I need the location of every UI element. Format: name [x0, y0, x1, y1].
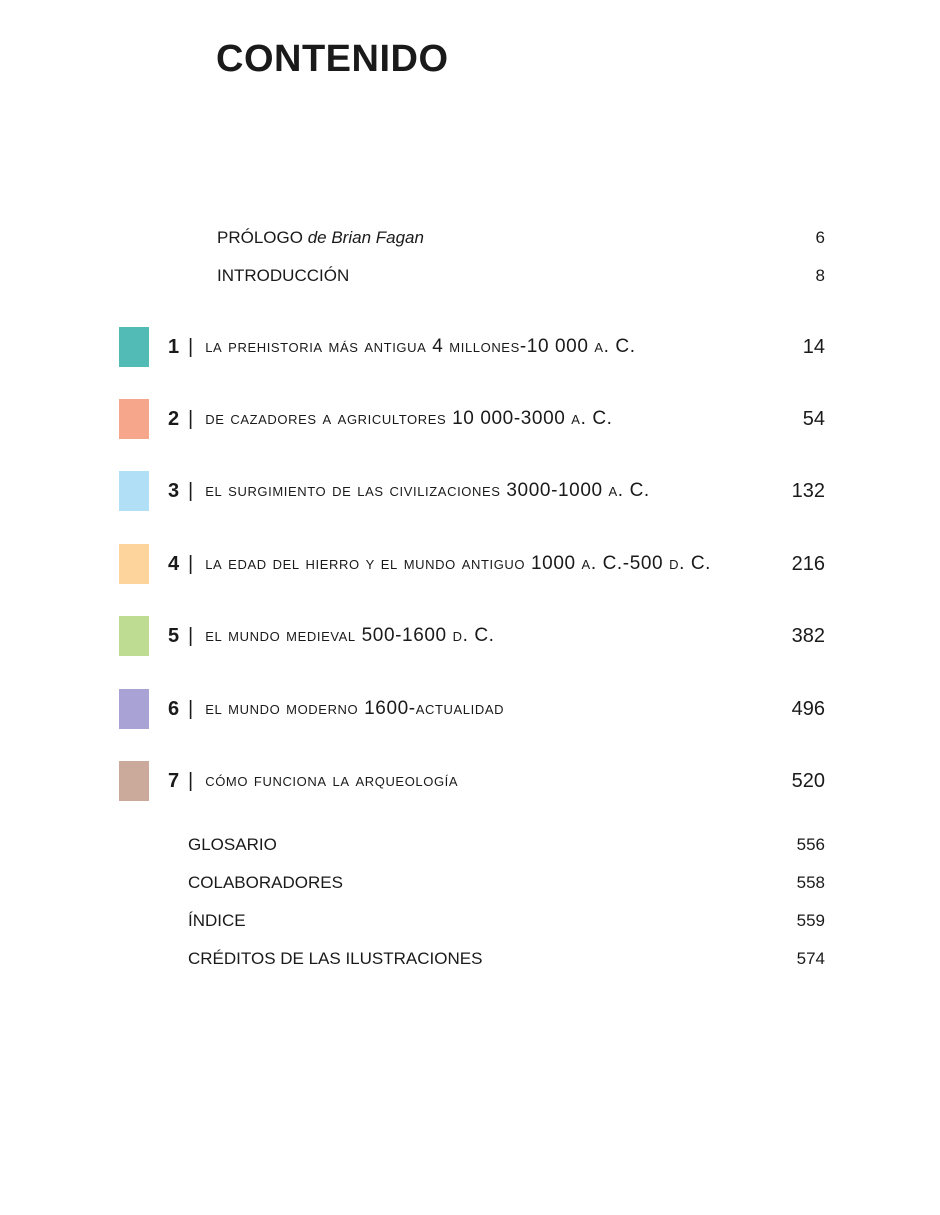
chapter-separator: | — [188, 624, 194, 647]
toc-entry-label: COLABORADORES — [188, 873, 343, 892]
toc-entry-creditos[interactable] — [188, 949, 825, 969]
chapter-page: 14 — [802, 335, 825, 358]
chapter-separator: | — [188, 335, 194, 358]
toc-entry-page: 8 — [815, 266, 825, 285]
chapter-number: 1 — [168, 335, 180, 358]
toc-chapter-4[interactable] — [119, 544, 825, 584]
toc-entry-page: 556 — [796, 835, 825, 854]
chapter-number: 7 — [168, 769, 180, 792]
toc-entry-page: 558 — [796, 873, 825, 892]
toc-chapter-7[interactable] — [119, 761, 825, 801]
chapter-title: el mundo medieval 500-1600 d. C. — [205, 625, 495, 646]
chapter-color-swatch — [119, 761, 149, 801]
chapter-page: 216 — [791, 552, 825, 575]
toc-entry-page: 559 — [796, 911, 825, 930]
chapter-page: 496 — [791, 697, 825, 720]
chapter-title: la prehistoria más antigua 4 millones-10 000 a. C. — [205, 336, 636, 357]
chapter-number: 5 — [168, 624, 180, 647]
toc-entry-label: CRÉDITOS DE LAS ILUSTRACIONES — [188, 949, 483, 968]
chapter-color-swatch — [119, 689, 149, 729]
chapter-color-swatch — [119, 616, 149, 656]
toc-entry-label-text: PRÓLOGO — [217, 228, 303, 247]
toc-entry-author: de Brian Fagan — [307, 228, 424, 247]
chapter-page: 132 — [791, 479, 825, 502]
chapter-title: de cazadores a agricultores 10 000-3000 a. C. — [205, 408, 613, 429]
page-title: CONTENIDO — [216, 38, 449, 80]
toc-entry-label: INTRODUCCIÓN — [217, 266, 350, 285]
chapter-title: el surgimiento de las civilizaciones 3000-1000 a. C. — [205, 480, 650, 501]
toc-entry-indice[interactable] — [188, 911, 825, 931]
toc-entry-introduccion[interactable] — [217, 266, 825, 286]
toc-chapter-3[interactable] — [119, 471, 825, 511]
chapter-color-swatch — [119, 544, 149, 584]
toc-chapter-6[interactable] — [119, 689, 825, 729]
toc-chapter-5[interactable] — [119, 616, 825, 656]
chapter-color-swatch — [119, 471, 149, 511]
chapter-separator: | — [188, 769, 194, 792]
toc-entry-glosario[interactable] — [188, 835, 825, 855]
chapter-separator: | — [188, 407, 194, 430]
chapter-page: 382 — [791, 624, 825, 647]
chapter-color-swatch — [119, 399, 149, 439]
chapter-number: 4 — [168, 552, 180, 575]
toc-entry-label: ÍNDICE — [188, 911, 246, 930]
chapter-page: 520 — [791, 769, 825, 792]
toc-chapter-2[interactable] — [119, 399, 825, 439]
chapter-page: 54 — [802, 407, 825, 430]
toc-entry-label — [217, 228, 424, 248]
chapter-separator: | — [188, 697, 194, 720]
chapter-number: 2 — [168, 407, 180, 430]
chapter-title: cómo funciona la arqueología — [205, 770, 459, 791]
chapter-color-swatch — [119, 327, 149, 367]
toc-entry-page: 574 — [796, 949, 825, 968]
toc-entry-page: 6 — [815, 228, 825, 247]
toc-chapter-1[interactable] — [119, 327, 825, 367]
chapter-title: la edad del hierro y el mundo antiguo 1000 a. C.-500 d. C. — [205, 553, 712, 574]
chapter-number: 3 — [168, 479, 180, 502]
toc-entry-label: GLOSARIO — [188, 835, 277, 854]
chapter-title: el mundo moderno 1600-actualidad — [205, 698, 505, 719]
toc-entry-prologo[interactable] — [217, 228, 825, 248]
toc-entry-colaboradores[interactable] — [188, 873, 825, 893]
chapter-separator: | — [188, 552, 194, 575]
chapter-number: 6 — [168, 697, 180, 720]
chapter-separator: | — [188, 479, 194, 502]
